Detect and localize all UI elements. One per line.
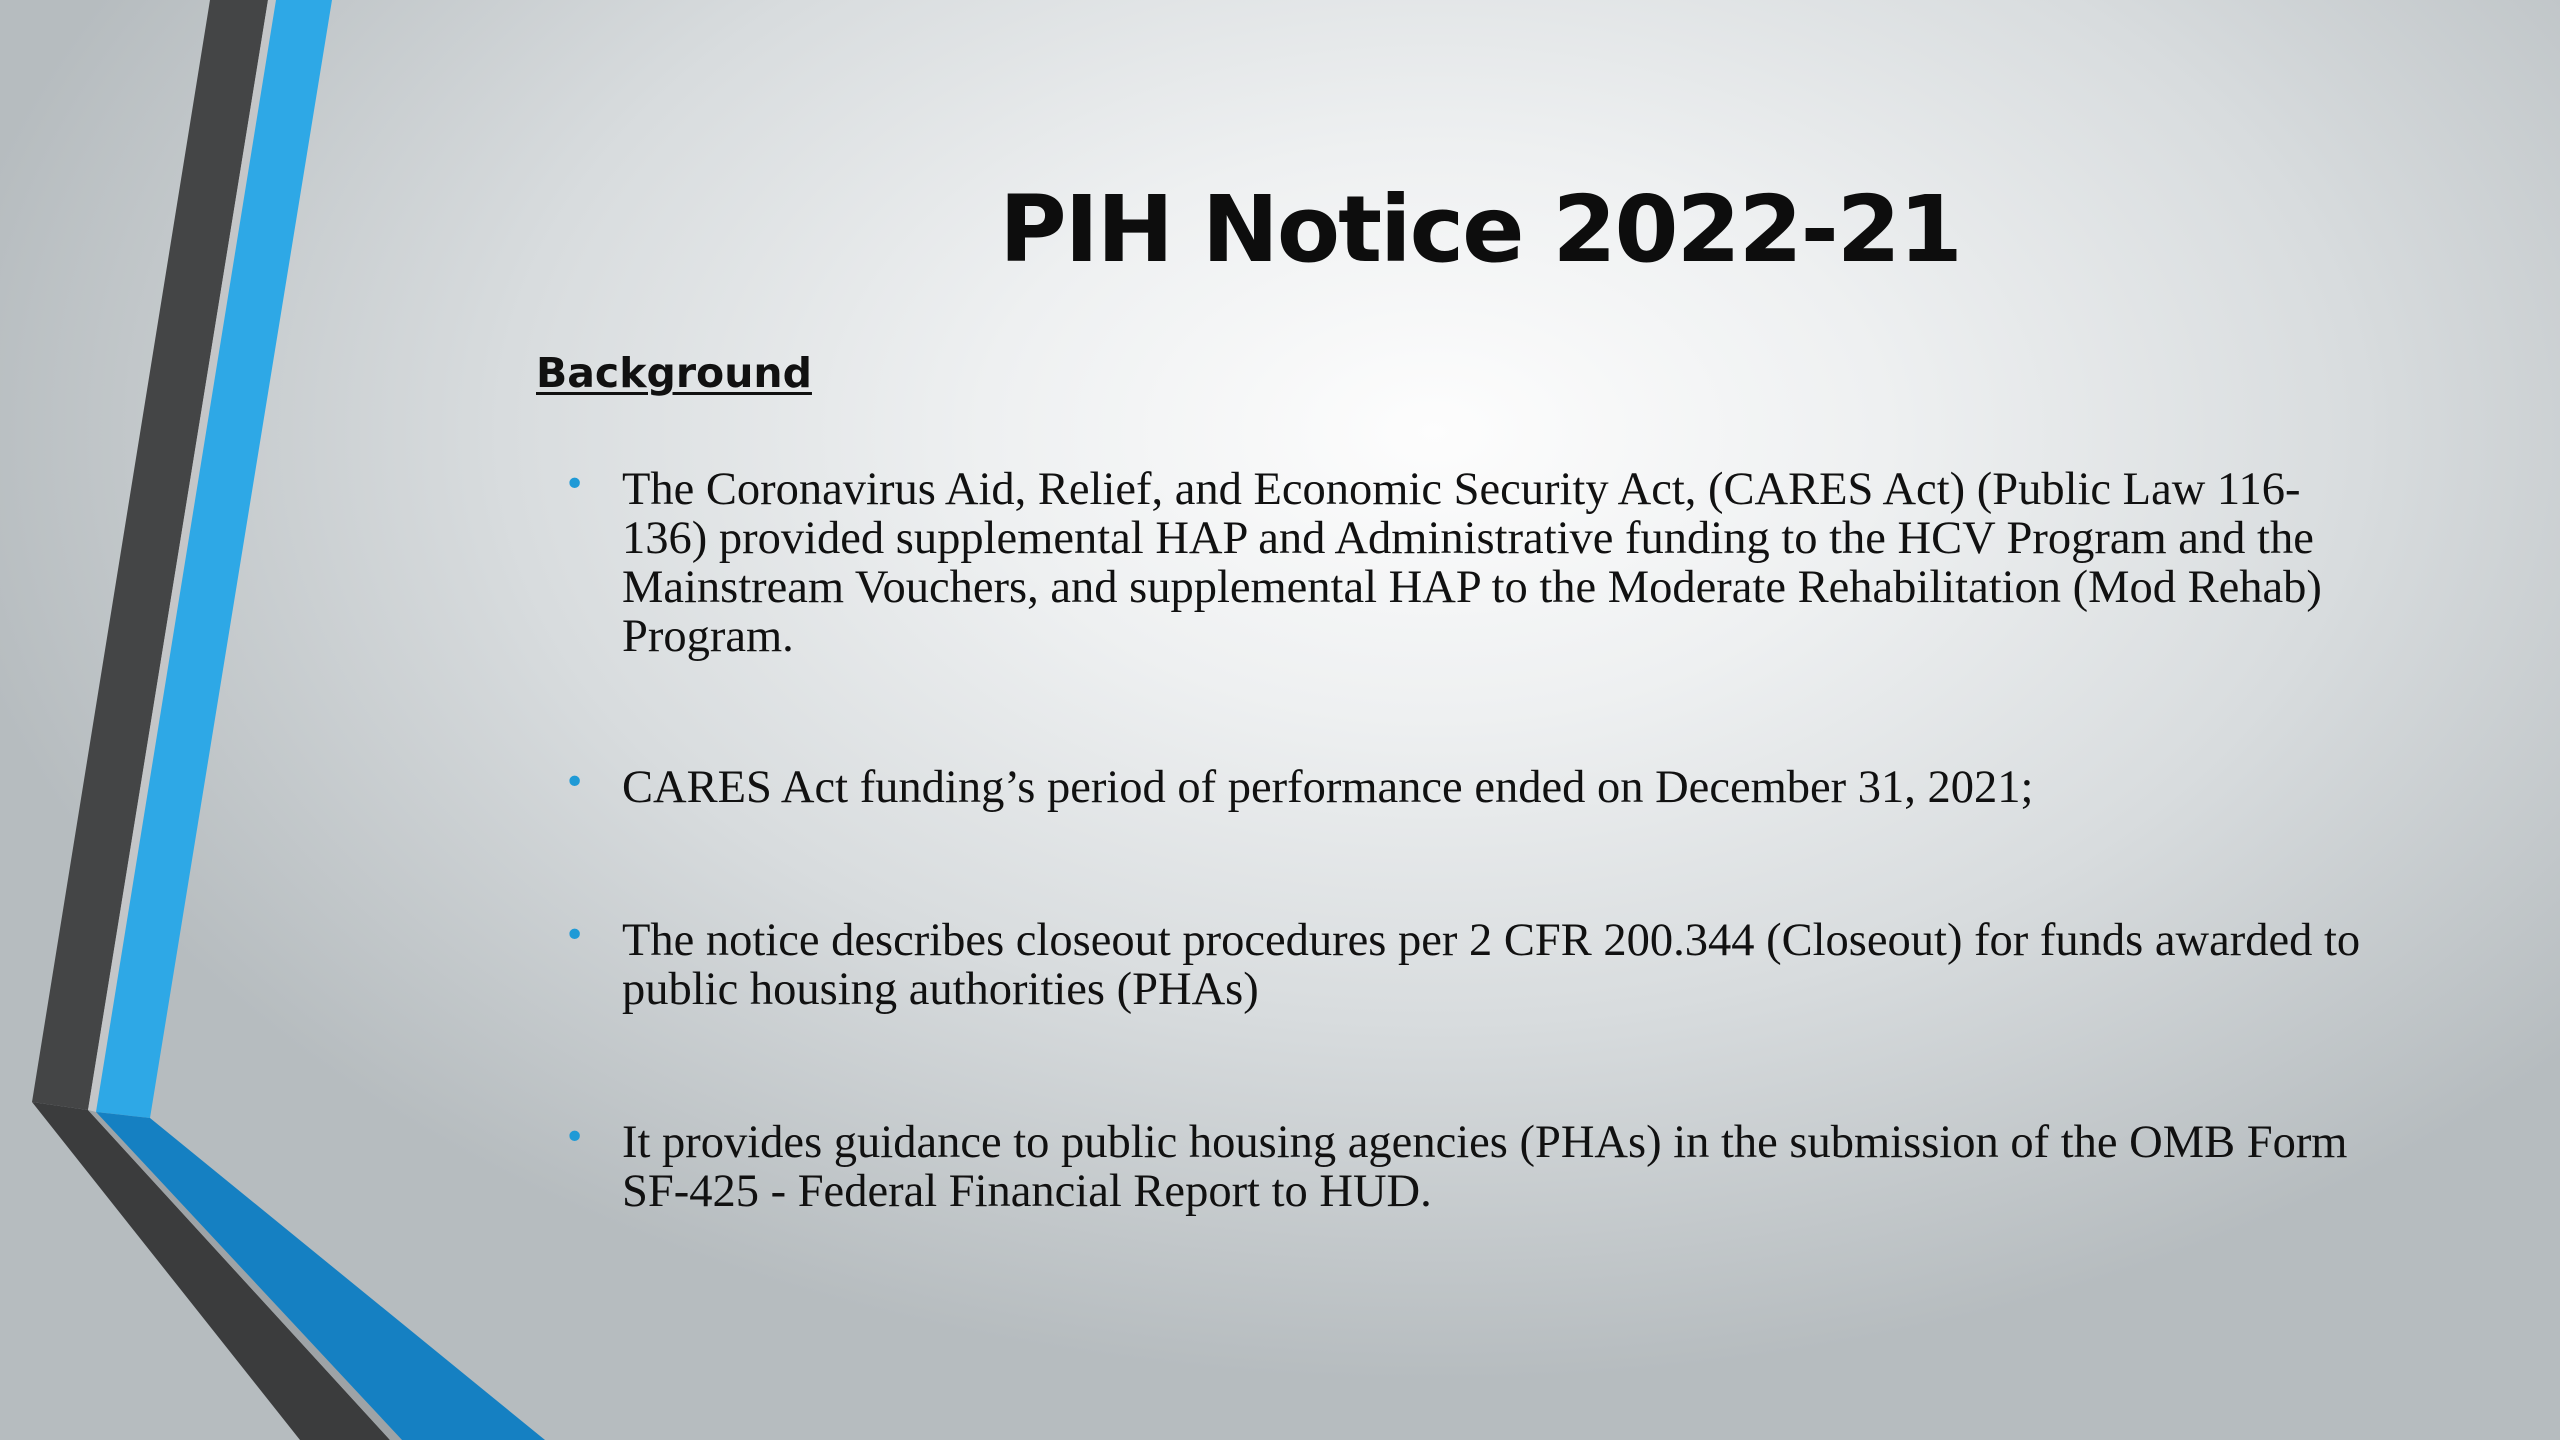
bullet-text: The notice describes closeout procedures per 2 CFR 200.344 (Closeout) for funds awarded to public housing authorities (PHAs) [622, 915, 2361, 1015]
stripe-light-gray-lower [88, 1110, 402, 1440]
stripe-light-gray-upper [88, 0, 276, 1112]
bullet-text: CARES Act funding’s period of performance ended on December 31, 2021; [622, 762, 2034, 813]
section-heading: Background [536, 349, 812, 397]
bullet-marker: • [564, 464, 586, 505]
bullet-item [564, 915, 2382, 1015]
bullet-marker: • [564, 762, 586, 803]
slide-title: PIH Notice 2022-21 [999, 176, 1961, 283]
bullet-text: The Coronavirus Aid, Relief, and Economic Security Act, (CARES Act) (Public Law 116-136) provided supplemental HAP and Administrative funding to the HCV Program and the Mainstream Vouchers, and supplemental HAP to the Moderate Rehabilitation (Mod Rehab) Program. [622, 464, 2322, 662]
bullet-marker: • [564, 915, 586, 956]
bullet-item [564, 1117, 2382, 1217]
bullet-marker: • [564, 1117, 586, 1158]
bullet-item [564, 762, 2382, 813]
bullet-item [564, 464, 2382, 662]
bullet-text: It provides guidance to public housing agencies (PHAs) in the submission of the OMB Form SF-425 - Federal Financial Report to HUD. [622, 1117, 2348, 1217]
